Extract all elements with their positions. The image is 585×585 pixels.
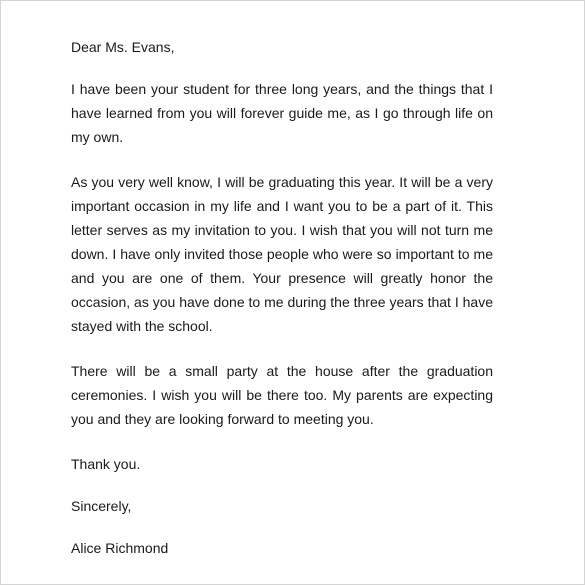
paragraph-1: I have been your student for three long years, and the things that I have learned from you will forever guide me, as I go through life on my own. bbox=[71, 81, 493, 145]
salutation: Dear Ms. Evans, bbox=[71, 39, 175, 55]
letter-body bbox=[71, 35, 493, 560]
paragraph-2: As you very well know, I will be graduating this year. It will be a very important occasion in my life and I want you to be a part of it. This letter serves as my invitation to you. I wish that you will not turn me down. I have only invited those people who were so important to me and you are one of them. Your presence will greatly honor the occasion, as you have done to me during the three years that I have stayed with the school. bbox=[71, 174, 493, 334]
paragraph-3: There will be a small party at the house after the graduation ceremonies. I wish you will be there too. My parents are expecting you and they are looking forward to meeting you. bbox=[71, 363, 493, 427]
signature-name: Alice Richmond bbox=[71, 540, 169, 556]
closing-line: Sincerely, bbox=[71, 498, 132, 514]
thanks-line: Thank you. bbox=[71, 456, 141, 472]
